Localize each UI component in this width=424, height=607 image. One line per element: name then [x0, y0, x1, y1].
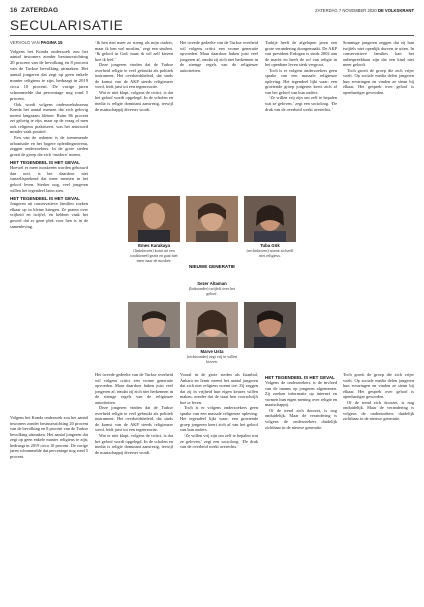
photo-caption-4 — [186, 350, 238, 365]
portrait-1-image — [128, 196, 180, 242]
article-column-5-lower — [343, 372, 414, 422]
paragraph: Wat er niet klopt, volgens de critici, is dat het geloof wordt opgelegd. In de scholen en media is religie dominant aanwezig, terwijl de maatschappij diverser wordt. — [95, 433, 173, 455]
paragraph: Een van de redenen is de toenemende urbanisatie en het hogere opleidingsniveau, zeggen onderzoekers. In de grote steden groeit de groep die zich ‘modern’ noemt. — [10, 134, 88, 157]
continued-from — [10, 40, 88, 46]
paragraph: ‘Ze willen vrij zijn om zelf te bepalen wat ze geloven,’ zegt een socioloog. ‘De druk van de overheid werkt averechts.’ — [180, 433, 258, 450]
paragraph: Het tweede gedeelte van de Turkse overheid wil volgens critici een vrome generatie opvoeden. Maar daardoor haken juist veel jongeren af, omdat zij zich niet herkennen in de strenge regels van de religieuze autoriteiten. — [180, 40, 258, 73]
paragraph: Toch groeit de groep die zich vrijer voelt. Op sociale media delen jongeren hun ervaringen en vinden ze steun bij elkaar. Het gesprek over geloof is openhartiger geworden. — [343, 372, 414, 400]
caption-name: Marve Usta — [200, 349, 224, 354]
paragraph: Ook wordt volgens onderzoeksbureau Konda het aantal mensen dat zich gelovig noemt langzaam kleiner. Ruim 86 procent zei gelovig te zijn, maar op de vraag of men ook religieus praktiseert, was het antwoord minder vaak positief. — [10, 101, 88, 135]
article-column-3-lower — [180, 372, 258, 450]
portrait-4-image — [128, 302, 180, 348]
masthead-right — [315, 8, 414, 13]
caption-name: Sezer Altaman — [197, 281, 227, 286]
caption-name: Tuba Gök — [260, 243, 280, 248]
paragraph: ‘Ze willen vrij zijn om zelf te bepalen wat ze geloven,’ zegt een socioloog. ‘De druk van de overheid werkt averechts.’ — [265, 95, 337, 112]
paragraph: ‘Ik ben niet meer zo streng als mijn ouders, maar ik ben wel moslim,’ zegt een student. ‘Ik geloof in God, maar ik wil zelf kiezen hoe ik leef.’ — [95, 40, 173, 62]
paragraph: Volgens de onderzoekers is de invloed van de imams op jongeren afgenomen. Zij zoeken informatie op internet en vormen hun eigen mening over religie en maatschappij. — [265, 380, 337, 408]
paragraph: Of de trend zich doorzet, is nog onduidelijk. Maar de verandering is volgens de onderzoekers duidelijk zichtbaar in de nieuwe generatie. — [343, 399, 414, 422]
caption-text: (rechtsboven) noemt zichzelf niet religieus. — [246, 247, 294, 258]
caption-name: Emes Karakaya — [138, 243, 170, 248]
photo-caption-3 — [186, 282, 238, 297]
subheading: HET TEGENDEEL IS HET GEVAL — [265, 375, 335, 380]
paragraph: Toch groeit de groep die zich vrijer voelt. Op sociale media delen jongeren hun ervaringen en vinden ze steun bij elkaar. Het gesprek over geloof is openhartiger geworden. — [343, 67, 414, 95]
subheading: HET TEGENDEEL IS HET GEVAL — [10, 160, 80, 166]
photo-caption-1 — [128, 244, 180, 264]
portrait-2-image — [186, 196, 238, 242]
continued-label: VERVOLG VAN — [10, 40, 40, 45]
page-number: 16 — [10, 7, 18, 14]
paragraph: Turkije heeft de afgelopen jaren een grote verandering doorgemaakt. De AKP van president Erdogan is sinds 2002 aan de macht en heeft de rol van religie in het openbare leven sterk vergroot. — [265, 40, 337, 68]
article-column-3 — [180, 40, 258, 73]
masthead-left — [10, 7, 58, 14]
portrait-6-image — [244, 302, 296, 348]
portrait-photo-4 — [128, 302, 180, 348]
portrait-photo-3 — [244, 196, 296, 242]
article-column-4-lower — [265, 372, 337, 430]
paper-name: ZATERDAG — [21, 7, 59, 14]
paragraph: Sommige jongeren zeggen dat zij hun twijfels niet openlijk durven te uiten. In conservatieve families kan het onbespreekbaar zijn dat een kind niet meer gelooft. — [343, 40, 414, 68]
paragraph: Volgens het Konda onderzoek zou het aantal inwoners zonder bestuursrichting 20 procent van de bevolking en 8 procent van de Turkse bevolking uitmaken. Het aantal jongeren dat zegt op geen enkele manier religieus te zijn, bedraagt in 2019 circa 10 procent. De vorige jaren schommelde dat percentage nog rond 5 procent. — [10, 415, 88, 459]
paragraph: Toch is er volgens onderzoekers geen sprake van een massale religieuze opleving. Het tegendeel lijkt waar: een groeiende groep jongeren keert zich af van het geloof van hun ouders. — [180, 405, 258, 433]
portrait-5-image — [186, 302, 238, 348]
portrait-photo-6 — [244, 302, 296, 348]
article-column-5 — [343, 40, 414, 95]
paragraph: Het tweede gedeelte van de Turkse overheid wil volgens critici een vrome generatie opvoeden. Maar daardoor haken juist veel jongeren af, omdat zij zich niet herkennen in de strenge regels van de religieuze autoriteiten. — [95, 372, 173, 405]
photo-caption-2 — [244, 244, 296, 259]
caption-text: (linksboven) komt uit een traditioneel gezin en gaat niet meer naar de moskee. — [130, 247, 178, 263]
paragraph: Deze jongeren vinden dat de Turkse overheid religie te veel gebruikt als politiek instrument. Het overheidsbeleid, dat sinds de komst van de AKP steeds religieuzer werd, leidt juist tot een tegenreactie. — [95, 405, 173, 433]
paragraph: Wat er niet klopt, volgens de critici, is dat het geloof wordt opgelegd. In de scholen en media is religie dominant aanwezig, terwijl de maatschappij diverser wordt. — [95, 89, 173, 112]
article-column-1 — [10, 40, 88, 229]
portrait-3-image — [244, 196, 296, 242]
article-column-2 — [95, 40, 173, 112]
paragraph: Of de trend zich doorzet, is nog onduidelijk. Maar de verandering is volgens de onderzoekers duidelijk zichtbaar in de nieuwe generatie. — [265, 407, 337, 430]
subheading: HET TEGENDEEL IS HET GEVAL — [10, 196, 80, 202]
brand-name: DE VOLKSKRANT — [377, 8, 414, 13]
paragraph: Toch is er volgens onderzoekers geen sprake van een massale religieuze opleving. Het tegendeel lijkt waar: een groeiende groep jongeren keert zich af van het geloof van hun ouders. — [265, 67, 337, 95]
portrait-photo-5 — [186, 302, 238, 348]
paragraph: Hoewel er meer moskeeën worden gebouwd dan ooit, is het daardoor niet vanzelfsprekend dat meer mensen in het geloof leven. Sterker nog, veel jongeren willen het tegendeel laten zien. — [10, 165, 88, 193]
portrait-photo-1 — [128, 196, 180, 242]
header-rule — [10, 35, 414, 36]
paragraph: Deze jongeren vinden dat de Turkse overheid religie te veel gebruikt als politiek instrument. Het overheidsbeleid, dat sinds de komst van de AKP steeds religieuzer werd, leidt juist tot een tegenreactie. — [95, 62, 173, 90]
paragraph: Vooral in de grote steden als Istanbul, Ankara en Izmir neemt het aantal jongeren dat zich niet religieus noemt toe. Zij zeggen dat zij in vrijheid hun eigen keuzes willen maken, zonder dat de staat hen voorschrijft hoe te leven. — [180, 372, 258, 405]
portrait-photo-2 — [186, 196, 238, 242]
caption-text: (rechtsonder) zegt vrij te willen kiezen. — [186, 353, 238, 364]
issue-date: ZATERDAG 7 NOVEMBER 2020 — [315, 8, 377, 13]
article-column-4 — [265, 40, 337, 112]
center-label: NIEUWE GENERATIE — [188, 264, 236, 269]
article-column-1-lower — [10, 415, 88, 459]
continued-page: PAGINA 15 — [40, 40, 63, 45]
paragraph: Jongeren uit conservatieve families zoeken elkaar op in kleine kringen. Ze praten over vrijheid en twijfel, en hebben vaak het gevoel dat er geen plek voor hen is in de samenleving. — [10, 201, 88, 229]
caption-text: (linksonder) twijfelt over het geloof. — [188, 285, 236, 296]
article-column-2-lower — [95, 372, 173, 455]
paragraph: Volgens het Konda onderzoek zou het aantal inwoners zonder bestuursrichting 20 procent van de bevolking en 8 procent van de Turkse bevolking uitmaken. Het aantal jongeren dat zegt op geen enkele manier religieus te zijn, bedraagt in 2019 circa 10 procent. De vorige jaren schommelde dat percentage nog rond 5 procent. — [10, 48, 88, 101]
section-title: SECULARISATIE — [10, 18, 124, 33]
